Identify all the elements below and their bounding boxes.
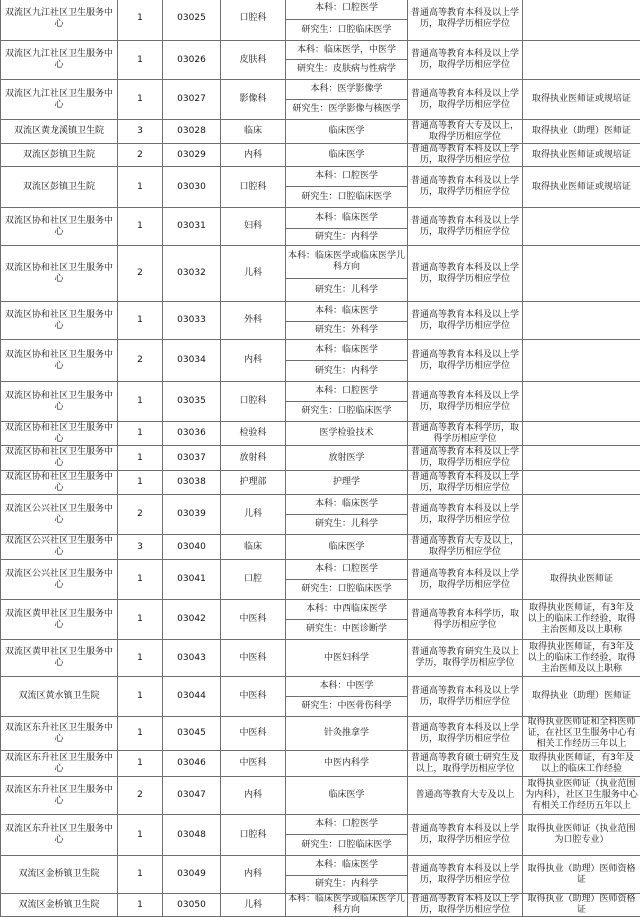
post-code-cell: 03035 [163,382,221,422]
headcount-cell: 1 [118,815,163,856]
post-name-cell: 临床 [221,535,286,560]
post-name-cell: 中医科 [221,640,286,677]
other-requirement-cell: 取得执业（助理）医师证 [523,120,640,144]
headcount-cell: 1 [118,167,163,208]
major-cell: 研究生：皮肤病与性病学 [286,60,408,80]
headcount-cell: 2 [118,340,163,382]
other-requirement-cell [523,246,640,302]
post-name-cell: 口腔科 [221,382,286,422]
post-name-cell: 妇科 [221,208,286,246]
headcount-cell: 2 [118,495,163,535]
education-cell: 普通高等教育本科及以上学历，取得学历相应学位 [408,856,523,894]
post-name-cell: 中医科 [221,600,286,640]
education-cell: 普通高等教育本科及以上学历，取得学历相应学位 [408,208,523,246]
post-code-cell: 03037 [163,446,221,471]
headcount-cell: 1 [118,382,163,422]
other-requirement-cell: 取得执业医师证或规培证 [523,167,640,208]
headcount-cell: 1 [118,856,163,894]
post-code-cell: 03047 [163,777,221,815]
unit-cell: 双流区东升社区卫生服务中心 [1,815,118,856]
post-name-cell: 中医科 [221,751,286,777]
headcount-cell: 1 [118,640,163,677]
other-requirement-cell: 取得执业医师证（执业范围为口腔专业） [523,815,640,856]
education-cell: 普通高等教育本科及以上学历，取得学历相应学位 [408,340,523,382]
other-requirement-cell [523,340,640,382]
major-cell: 临床医学 [286,144,408,167]
other-requirement-cell [523,302,640,340]
post-code-cell: 03031 [163,208,221,246]
education-cell: 普通高等教育本科及以上学历，取得学历相应学位 [408,0,523,41]
post-name-cell: 内科 [221,144,286,167]
other-requirement-cell: 取得执业医师证，有3年及以上的临床工作经验，取得主治医师及以上职称 [523,600,640,640]
post-code-cell: 03042 [163,600,221,640]
table-row [1,246,640,279]
post-code-cell: 03041 [163,560,221,600]
table-row [1,894,640,917]
table-row [1,446,640,471]
education-cell: 普通高等教育本科及以上学历，取得学历相应学位 [408,167,523,208]
post-code-cell: 03040 [163,535,221,560]
table-row [1,80,640,100]
table-row [1,717,640,751]
headcount-cell: 3 [118,120,163,144]
table-row [1,120,640,144]
table-row [1,41,640,60]
other-requirement-cell [523,382,640,422]
other-requirement-cell [523,422,640,446]
unit-cell: 双流区东升社区卫生服务中心 [1,751,118,777]
education-cell: 普通高等教育本科及以上学历，取得学历相应学位 [408,471,523,495]
unit-cell: 双流区九江社区卫生服务中心 [1,41,118,80]
major-cell: 研究生：内科学 [286,361,408,382]
table-row [1,640,640,677]
major-cell: 中医妇科学 [286,640,408,677]
education-cell: 普通高等教育本科及以上学历，取得学历相应学位 [408,560,523,600]
unit-cell: 双流区金桥镇卫生院 [1,894,118,917]
post-name-cell: 中医科 [221,677,286,717]
table-row [1,777,640,815]
headcount-cell: 1 [118,422,163,446]
education-cell: 普通高等教育大专及以上，取得学历相应学位 [408,535,523,560]
headcount-cell: 1 [118,41,163,80]
unit-cell: 双流区协和社区卫生服务中心 [1,208,118,246]
post-name-cell: 影像科 [221,80,286,120]
post-code-cell: 03025 [163,0,221,41]
post-name-cell: 检验科 [221,422,286,446]
headcount-cell: 2 [118,246,163,302]
table-row [1,422,640,446]
major-cell: 针灸推拿学 [286,717,408,751]
headcount-cell: 1 [118,717,163,751]
headcount-cell: 1 [118,894,163,917]
education-cell: 普通高等教育本科及以上学历，取得学历相应学位 [408,495,523,535]
table-row [1,340,640,361]
major-cell: 本科：口腔医学 [286,0,408,20]
post-name-cell: 皮肤科 [221,41,286,80]
major-cell: 研究生：中医诊断学 [286,620,408,640]
post-name-cell: 口腔 [221,560,286,600]
education-cell: 普通高等教育本科及以上学历，取得学历相应学位 [408,815,523,856]
post-name-cell: 内科 [221,340,286,382]
education-cell: 普通高等教育本科学历，取得学历相应学位 [408,422,523,446]
table-row [1,208,640,229]
major-cell: 本科：口腔医学 [286,167,408,187]
post-code-cell: 03045 [163,717,221,751]
headcount-cell: 1 [118,471,163,495]
unit-cell: 双流区九江社区卫生服务中心 [1,80,118,120]
table-row [1,677,640,697]
major-cell: 本科：临床医学 [286,495,408,515]
education-cell: 普通高等教育研究生及以上学历，取得学历相应学位 [408,640,523,677]
table-row [1,535,640,560]
table-row [1,144,640,167]
unit-cell: 双流区黄龙溪镇卫生院 [1,120,118,144]
major-cell: 本科：临床医学或临床医学儿科方向 [286,246,408,279]
major-cell: 本科：临床医学，中医学 [286,41,408,60]
unit-cell: 双流区东升社区卫生服务中心 [1,777,118,815]
post-name-cell: 儿科 [221,894,286,917]
education-cell: 普通高等教育本科及以上学历，取得学历相应学位 [408,302,523,340]
table-row [1,302,640,322]
education-cell: 普通高等教育本科及以上学历，取得学历相应学位 [408,677,523,717]
post-name-cell: 口腔科 [221,815,286,856]
post-code-cell: 03033 [163,302,221,340]
education-cell: 普通高等教育大专及以上 [408,777,523,815]
major-cell: 研究生：儿科学 [286,279,408,302]
other-requirement-cell [523,495,640,535]
headcount-cell: 2 [118,144,163,167]
unit-cell: 双流区协和社区卫生服务中心 [1,446,118,471]
post-name-cell: 儿科 [221,246,286,302]
headcount-cell: 1 [118,751,163,777]
table-row [1,0,640,20]
major-cell: 研究生：口腔临床医学 [286,580,408,600]
headcount-cell: 1 [118,80,163,120]
post-name-cell: 放射科 [221,446,286,471]
education-cell: 普通高等教育本科学历，取得学历相应学位 [408,600,523,640]
education-cell: 普通高等教育本科及以上学历，取得学历相应学位 [408,80,523,120]
post-name-cell: 口腔科 [221,167,286,208]
unit-cell: 双流区九江社区卫生服务中心 [1,0,118,41]
table-row [1,495,640,515]
other-requirement-cell [523,535,640,560]
major-cell: 研究生：外科学 [286,322,408,340]
post-code-cell: 03030 [163,167,221,208]
other-requirement-cell: 取得执业医师证（执业范围为内科），社区卫生服务中心有相关工作经历五年以上 [523,777,640,815]
unit-cell: 双流区彭镇卫生院 [1,144,118,167]
table-row [1,751,640,777]
table-row [1,815,640,835]
other-requirement-cell: 取得执业（助理）医师资格证 [523,856,640,894]
major-cell: 研究生：口腔临床医学 [286,835,408,856]
post-code-cell: 03044 [163,677,221,717]
post-name-cell: 儿科 [221,495,286,535]
unit-cell: 双流区黄水镇卫生院 [1,677,118,717]
major-cell: 临床医学 [286,120,408,144]
table-row [1,856,640,876]
other-requirement-cell: 取得执业医师证或规培证 [523,80,640,120]
major-cell: 本科：中西临床医学 [286,600,408,620]
major-cell: 本科：临床医学 [286,302,408,322]
education-cell: 普通高等教育本科及以上学历，取得学历相应学位 [408,382,523,422]
post-code-cell: 03046 [163,751,221,777]
post-code-cell: 03050 [163,894,221,917]
other-requirement-cell: 取得执业医师证或规培证 [523,144,640,167]
unit-cell: 双流区黄甲社区卫生服务中心 [1,600,118,640]
major-cell: 本科：临床医学或临床医学儿科方向 [286,894,408,917]
other-requirement-cell [523,208,640,246]
major-cell: 护理学 [286,471,408,495]
other-requirement-cell: 取得执业（助理）医师证 [523,677,640,717]
post-name-cell: 内科 [221,777,286,815]
major-cell: 放射医学 [286,446,408,471]
post-code-cell: 03028 [163,120,221,144]
major-cell: 本科：临床医学 [286,340,408,361]
post-name-cell: 内科 [221,856,286,894]
unit-cell: 双流区公兴社区卫生服务中心 [1,535,118,560]
headcount-cell: 1 [118,208,163,246]
major-cell: 本科：口腔医学 [286,560,408,580]
unit-cell: 双流区协和社区卫生服务中心 [1,471,118,495]
major-cell: 研究生：医学影像与核医学 [286,100,408,120]
education-cell: 普通高等教育本科及以上学历，取得学历相应学位 [408,717,523,751]
table-row [1,167,640,187]
other-requirement-cell: 取得执业医师证，有3年及以上的临床工作经验 [523,751,640,777]
other-requirement-cell: 取得执业医师证和全科医师证，在社区卫生服务中心有相关工作经历三年以上 [523,717,640,751]
unit-cell: 双流区公兴社区卫生服务中心 [1,495,118,535]
other-requirement-cell: 取得执业医师证 [523,560,640,600]
other-requirement-cell: 取得执业（助理）医师资格证 [523,894,640,917]
unit-cell: 双流区协和社区卫生服务中心 [1,422,118,446]
unit-cell: 双流区金桥镇卫生院 [1,856,118,894]
post-name-cell: 临床 [221,120,286,144]
other-requirement-cell [523,0,640,41]
post-name-cell: 中医科 [221,717,286,751]
unit-cell: 双流区彭镇卫生院 [1,167,118,208]
post-code-cell: 03032 [163,246,221,302]
other-requirement-cell [523,446,640,471]
headcount-cell: 2 [118,777,163,815]
major-cell: 本科：中医学 [286,677,408,697]
post-code-cell: 03027 [163,80,221,120]
post-code-cell: 03026 [163,41,221,80]
post-name-cell: 外科 [221,302,286,340]
major-cell: 研究生：内科学 [286,876,408,894]
education-cell: 普通高等教育本科及以上学历，取得学历相应学位 [408,144,523,167]
headcount-cell: 1 [118,560,163,600]
major-cell: 医学检验技术 [286,422,408,446]
education-cell: 普通高等教育本科及以上学历，取得学历相应学位 [408,41,523,80]
major-cell: 本科：口腔医学 [286,382,408,402]
education-cell: 普通高等教育本科及以上学历，取得学历相应学位 [408,446,523,471]
major-cell: 本科：临床医学 [286,856,408,876]
unit-cell: 双流区东升社区卫生服务中心 [1,717,118,751]
major-cell: 本科：口腔医学 [286,815,408,835]
post-code-cell: 03048 [163,815,221,856]
post-code-cell: 03034 [163,340,221,382]
post-code-cell: 03036 [163,422,221,446]
post-code-cell: 03049 [163,856,221,894]
headcount-cell: 1 [118,0,163,41]
major-cell: 研究生：口腔临床医学 [286,402,408,422]
table-row [1,382,640,402]
post-name-cell: 口腔科 [221,0,286,41]
headcount-cell: 1 [118,600,163,640]
headcount-cell: 1 [118,677,163,717]
table-row [1,600,640,620]
unit-cell: 双流区协和社区卫生服务中心 [1,246,118,302]
major-cell: 研究生：中医骨伤科学 [286,697,408,717]
post-code-cell: 03043 [163,640,221,677]
unit-cell: 双流区协和社区卫生服务中心 [1,340,118,382]
education-cell: 普通高等教育本科及以上学历，取得学历相应学位 [408,246,523,302]
education-cell: 普通高等教育本科及以上学历，取得学历相应学位 [408,894,523,917]
headcount-cell: 1 [118,302,163,340]
education-cell: 普通高等教育大专及以上，取得学历相应学位 [408,120,523,144]
post-name-cell: 护理部 [221,471,286,495]
major-cell: 研究生：口腔临床医学 [286,187,408,208]
major-cell: 临床医学 [286,535,408,560]
unit-cell: 双流区协和社区卫生服务中心 [1,382,118,422]
unit-cell: 双流区黄甲社区卫生服务中心 [1,640,118,677]
unit-cell: 双流区公兴社区卫生服务中心 [1,560,118,600]
unit-cell: 双流区协和社区卫生服务中心 [1,302,118,340]
major-cell: 本科：临床医学 [286,208,408,229]
post-code-cell: 03038 [163,471,221,495]
education-cell: 普通高等教育硕士研究生及以上，取得学历相应学位 [408,751,523,777]
other-requirement-cell [523,41,640,80]
table-row [1,471,640,495]
major-cell: 本科：医学影像学 [286,80,408,100]
post-code-cell: 03029 [163,144,221,167]
table-row [1,560,640,580]
major-cell: 研究生：口腔临床医学 [286,20,408,41]
major-cell: 临床医学 [286,777,408,815]
post-code-cell: 03039 [163,495,221,535]
other-requirement-cell: 取得执业医师证，有3年及以上的临床工作经验，取得主治医师及以上职称 [523,640,640,677]
other-requirement-cell [523,471,640,495]
major-cell: 研究生：内科学 [286,229,408,246]
major-cell: 中医内科学 [286,751,408,777]
major-cell: 研究生：儿科学 [286,515,408,535]
headcount-cell: 3 [118,535,163,560]
headcount-cell: 1 [118,446,163,471]
